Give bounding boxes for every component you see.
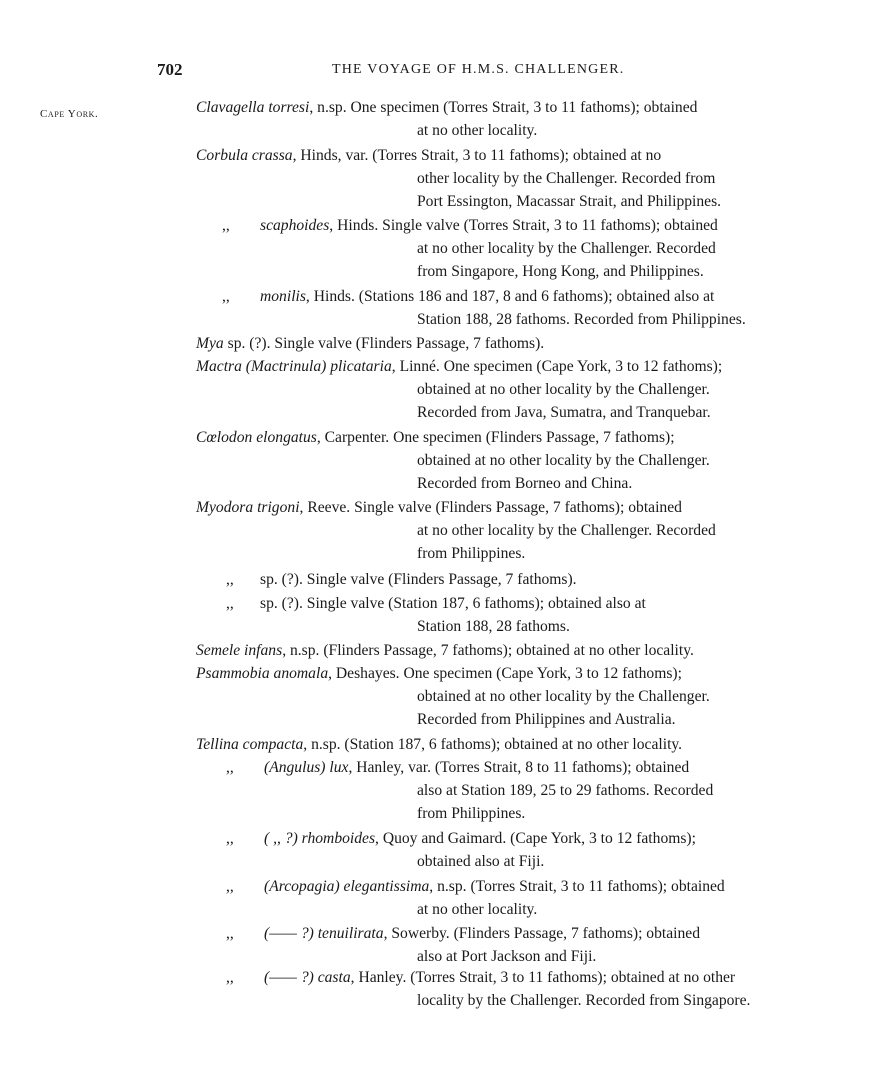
- running-title: THE VOYAGE OF H.M.S. CHALLENGER.: [332, 62, 625, 77]
- ditto-mark: ,,: [226, 571, 234, 588]
- entry-text: n.sp. One specimen (Torres Strait, 3 to 11 fathoms); obtained: [317, 99, 698, 116]
- entry-first-line: [196, 332, 544, 355]
- entry-text: Sowerby. (Flinders Passage, 7 fathoms); obtained: [391, 925, 701, 942]
- species-name: (Angulus) lux: [264, 759, 349, 776]
- species-name: Cœlodon elongatus: [196, 429, 317, 446]
- entry-continuation: other locality by the Challenger. Recorded from: [417, 170, 716, 187]
- entry-text: Hinds. Single valve (Torres Strait, 3 to 11 fathoms); obtained: [337, 217, 718, 234]
- entry-continuation: at no other locality.: [417, 901, 538, 918]
- entry-first-line: Cœlodon elongatus, Carpenter. One specimen (Flinders Passage, 7 fathoms);: [196, 429, 675, 446]
- ditto-mark: ,,: [226, 878, 234, 895]
- entry-continuation: at no other locality.: [417, 122, 538, 139]
- species-name: Psammobia anomala: [196, 665, 329, 682]
- entry-continuation: Recorded from Philippines and Australia.: [417, 711, 676, 728]
- species-name: (—— ?) casta: [264, 969, 351, 986]
- species-name: Corbula crassa: [196, 147, 293, 164]
- entry-continuation: also at Port Jackson and Fiji.: [417, 948, 597, 965]
- entry-text: Hanley, var. (Torres Strait, 8 to 11 fathoms); obtained: [356, 759, 690, 776]
- entry-continuation: obtained also at Fiji.: [417, 853, 545, 870]
- page-header: [0, 60, 880, 84]
- entry-continuation: also at Station 189, 25 to 29 fathoms. Recorded: [417, 782, 714, 799]
- entry-first-line: [226, 592, 646, 615]
- species-name: Semele infans: [196, 642, 283, 659]
- entry-text: n.sp. (Torres Strait, 3 to 11 fathoms); obtained: [437, 878, 725, 895]
- entry-text: Reeve. Single valve (Flinders Passage, 7 fathoms); obtained: [307, 499, 682, 516]
- entry-continuation: at no other locality by the Challenger. Recorded: [417, 522, 716, 539]
- entry-first-line: Semele infans, n.sp. (Flinders Passage, 7 fathoms); obtained at no other locality.: [196, 642, 694, 659]
- entry-first-line: Mactra (Mactrinula) plicataria, Linné. One specimen (Cape York, 3 to 12 fathoms);: [196, 358, 723, 375]
- entry-first-line: Psammobia anomala, Deshayes. One specimen (Cape York, 3 to 12 fathoms);: [196, 665, 682, 682]
- entry-text: sp. (?). Single valve (Station 187, 6 fathoms); obtained also at: [260, 595, 646, 612]
- ditto-mark: ,,: [226, 595, 234, 612]
- species-name: Clavagella torresi: [196, 99, 310, 116]
- entry-continuation: at no other locality by the Challenger. Recorded: [417, 240, 716, 257]
- entry-text: Linné. One specimen (Cape York, 3 to 12 fathoms);: [399, 358, 723, 375]
- entry-first-line: Clavagella torresi, n.sp. One specimen (Torres Strait, 3 to 11 fathoms); obtained: [196, 99, 698, 116]
- entry-first-line: ,, (Angulus) lux, Hanley, var. (Torres Strait, 8 to 11 fathoms); obtained: [226, 756, 689, 779]
- entry-continuation: Recorded from Borneo and China.: [417, 475, 633, 492]
- entry-text: Hanley. (Torres Strait, 3 to 11 fathoms); obtained at no other: [358, 969, 736, 986]
- entry-continuation: obtained at no other locality by the Challenger.: [417, 452, 710, 469]
- entry-continuation: Station 188, 28 fathoms.: [417, 618, 570, 635]
- ditto-mark: ,,: [226, 830, 234, 847]
- entry-text: Hinds. (Stations 186 and 187, 8 and 6 fathoms); obtained also at: [313, 288, 715, 305]
- entry-text: Quoy and Gaimard. (Cape York, 3 to 12 fathoms);: [382, 830, 696, 847]
- entry-text: Deshayes. One specimen (Cape York, 3 to 12 fathoms);: [335, 665, 682, 682]
- entry-first-line: Myodora trigoni, Reeve. Single valve (Flinders Passage, 7 fathoms); obtained: [196, 499, 682, 516]
- entry-text: Hinds, var. (Torres Strait, 3 to 11 fathoms); obtained at no: [300, 147, 662, 164]
- species-name: (Arcopagia) elegantissima: [264, 878, 430, 895]
- entry-text: n.sp. (Station 187, 6 fathoms); obtained at no other locality.: [311, 736, 683, 753]
- entry-text: Carpenter. One specimen (Flinders Passage, 7 fathoms);: [324, 429, 675, 446]
- ditto-mark: ,,: [226, 925, 234, 942]
- ditto-mark: ,,: [226, 759, 234, 776]
- entry-text: sp. (?). Single valve (Flinders Passage, 7 fathoms).: [227, 335, 545, 352]
- entry-first-line: ,, scaphoides, Hinds. Single valve (Torres Strait, 3 to 11 fathoms); obtained: [222, 214, 718, 237]
- entry-first-line: Corbula crassa, Hinds, var. (Torres Strait, 3 to 11 fathoms); obtained at no: [196, 147, 662, 164]
- entry-text: n.sp. (Flinders Passage, 7 fathoms); obtained at no other locality.: [289, 642, 694, 659]
- entry-continuation: Station 188, 28 fathoms. Recorded from Philippines.: [417, 311, 746, 328]
- species-name: Tellina compacta: [196, 736, 304, 753]
- ditto-mark: ,,: [222, 217, 230, 234]
- entry-first-line: ,, (Arcopagia) elegantissima, n.sp. (Torres Strait, 3 to 11 fathoms); obtained: [226, 875, 725, 898]
- entry-first-line: [226, 568, 577, 591]
- entry-text: sp. (?). Single valve (Flinders Passage, 7 fathoms).: [260, 571, 577, 588]
- entry-first-line: ,, (—— ?) tenuilirata, Sowerby. (Flinders Passage, 7 fathoms); obtained: [226, 922, 700, 945]
- entry-continuation: from Philippines.: [417, 805, 526, 822]
- entry-first-line: Tellina compacta, n.sp. (Station 187, 6 fathoms); obtained at no other locality.: [196, 736, 683, 753]
- entry-continuation: Port Essington, Macassar Strait, and Philippines.: [417, 193, 722, 210]
- entry-continuation: obtained at no other locality by the Challenger.: [417, 381, 710, 398]
- entry-continuation: from Philippines.: [417, 545, 526, 562]
- entry-continuation: from Singapore, Hong Kong, and Philippines.: [417, 263, 704, 280]
- species-name: scaphoides: [260, 217, 330, 234]
- entry-continuation: obtained at no other locality by the Challenger.: [417, 688, 710, 705]
- entry-first-line: ,, (—— ?) casta, Hanley. (Torres Strait, 3 to 11 fathoms); obtained at no other: [226, 966, 735, 989]
- species-name: Mya: [196, 335, 224, 352]
- ditto-mark: ,,: [226, 969, 234, 986]
- entry-first-line: ,, ( ,, ?) rhomboides, Quoy and Gaimard. (Cape York, 3 to 12 fathoms);: [226, 827, 696, 850]
- species-name: ( ,, ?) rhomboides: [264, 830, 376, 847]
- species-name: Myodora trigoni: [196, 499, 300, 516]
- ditto-mark: ,,: [222, 288, 230, 305]
- entry-continuation: Recorded from Java, Sumatra, and Tranquebar.: [417, 404, 711, 421]
- species-name: (—— ?) tenuilirata: [264, 925, 384, 942]
- entry-first-line: ,, monilis, Hinds. (Stations 186 and 187, 8 and 6 fathoms); obtained also at: [222, 285, 714, 308]
- page-number: 702: [157, 60, 183, 79]
- species-name: Mactra (Mactrinula) plicataria: [196, 358, 392, 375]
- entry-continuation: locality by the Challenger. Recorded from Singapore.: [417, 992, 751, 1009]
- species-name: monilis: [260, 288, 306, 305]
- margin-note: Cape York.: [40, 108, 99, 120]
